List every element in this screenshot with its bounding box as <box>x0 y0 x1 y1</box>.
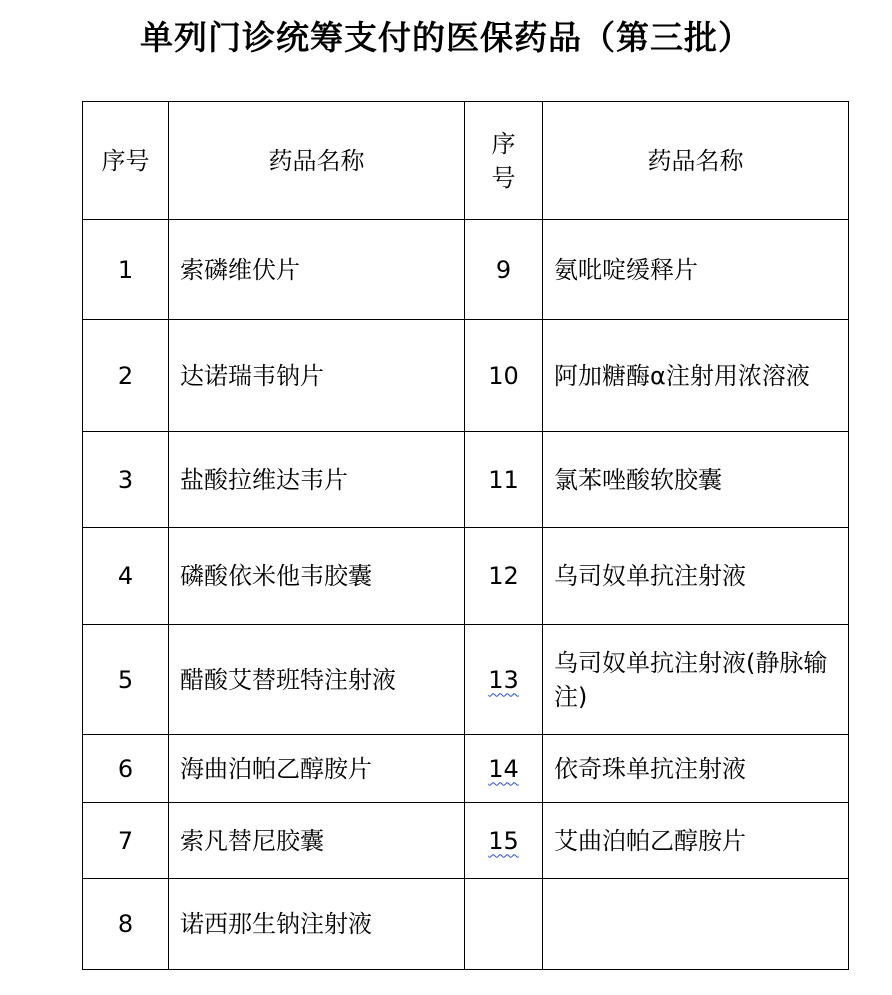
drug-name-cell: 索磷维伏片 <box>169 220 465 320</box>
table-row <box>83 625 849 735</box>
header-serial-number-2: 序号 <box>465 102 543 220</box>
drug-table <box>82 101 849 970</box>
serial-number-cell: 6 <box>83 735 169 803</box>
table-row <box>83 432 849 528</box>
header-serial-number: 序号 <box>83 102 169 220</box>
serial-number-text-2: 13 <box>488 665 519 694</box>
drug-name-cell-2: 乌司奴单抗注射液(静脉输注) <box>543 625 849 735</box>
serial-number-text-2: 15 <box>488 826 519 855</box>
drug-name-cell: 达诺瑞韦钠片 <box>169 320 465 432</box>
table-row <box>83 735 849 803</box>
drug-name-cell: 醋酸艾替班特注射液 <box>169 625 465 735</box>
serial-number-cell-2: 10 <box>465 320 543 432</box>
serial-number-text-2: 14 <box>488 754 519 783</box>
table-row <box>83 320 849 432</box>
serial-number-cell-2 <box>465 879 543 970</box>
drug-name-cell-2: 阿加糖酶α注射用浓溶液 <box>543 320 849 432</box>
drug-name-cell-2: 艾曲泊帕乙醇胺片 <box>543 803 849 879</box>
table-row <box>83 528 849 625</box>
serial-number-cell: 1 <box>83 220 169 320</box>
drug-name-cell-2: 依奇珠单抗注射液 <box>543 735 849 803</box>
serial-number-cell: 7 <box>83 803 169 879</box>
serial-number-cell: 3 <box>83 432 169 528</box>
serial-number-cell: 5 <box>83 625 169 735</box>
serial-number-cell: 4 <box>83 528 169 625</box>
drug-name-cell: 索凡替尼胶囊 <box>169 803 465 879</box>
serial-number-cell-2: 9 <box>465 220 543 320</box>
serial-number-cell-2 <box>465 735 543 803</box>
serial-number-cell-2: 11 <box>465 432 543 528</box>
serial-number-cell: 2 <box>83 320 169 432</box>
serial-number-cell-2 <box>465 803 543 879</box>
serial-number-cell: 8 <box>83 879 169 970</box>
table-row <box>83 803 849 879</box>
drug-name-cell: 海曲泊帕乙醇胺片 <box>169 735 465 803</box>
drug-name-cell: 诺西那生钠注射液 <box>169 879 465 970</box>
table-header-row <box>83 102 849 220</box>
table-row <box>83 220 849 320</box>
drug-name-cell: 磷酸依米他韦胶囊 <box>169 528 465 625</box>
header-drug-name: 药品名称 <box>169 102 465 220</box>
drug-name-cell: 盐酸拉维达韦片 <box>169 432 465 528</box>
table-row <box>83 879 849 970</box>
header-drug-name-2: 药品名称 <box>543 102 849 220</box>
drug-name-cell-2: 氨吡啶缓释片 <box>543 220 849 320</box>
drug-name-cell-2: 乌司奴单抗注射液 <box>543 528 849 625</box>
serial-number-cell-2: 12 <box>465 528 543 625</box>
serial-number-cell-2 <box>465 625 543 735</box>
page-title: 单列门诊统筹支付的医保药品（第三批） <box>140 18 752 57</box>
drug-name-cell-2 <box>543 879 849 970</box>
drug-name-cell-2: 氯苯唑酸软胶囊 <box>543 432 849 528</box>
